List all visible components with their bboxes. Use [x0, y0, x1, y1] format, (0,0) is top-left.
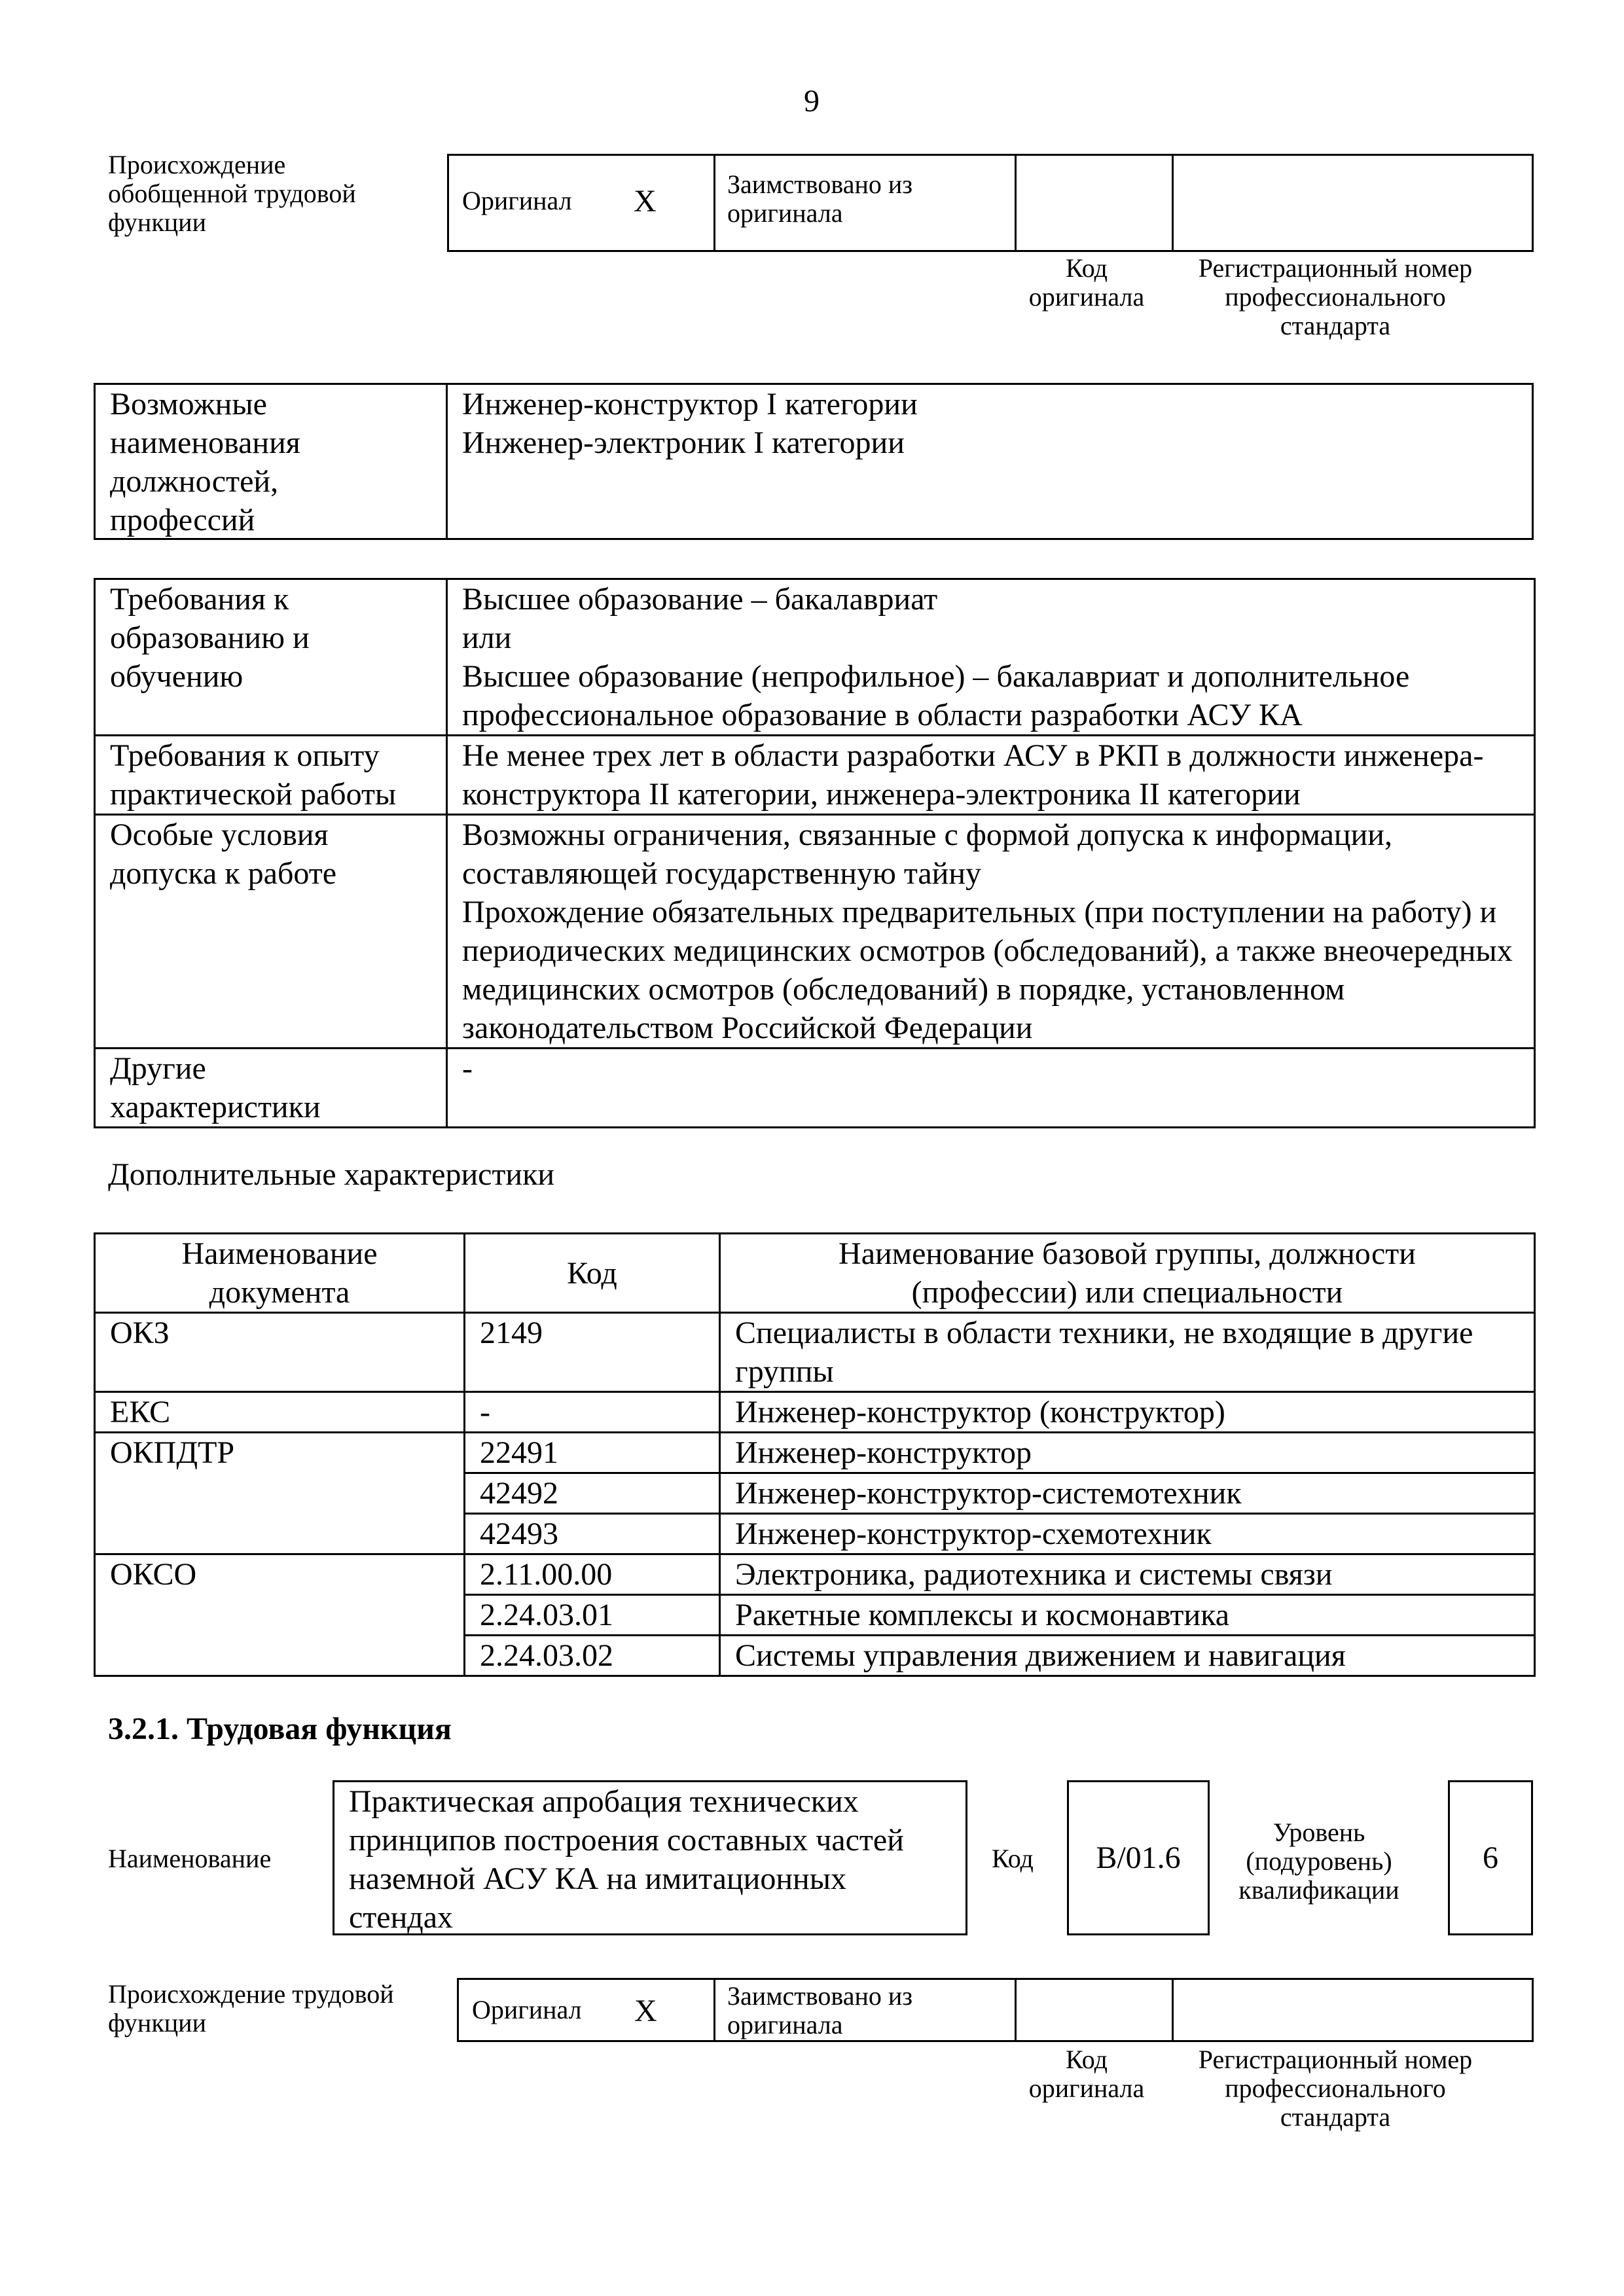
origin-code-caption: Код оригинала — [1028, 2045, 1145, 2103]
origin-reg-caption: Регистрационный номер профессионального стандарта — [1198, 253, 1473, 340]
code-cell: 22491 — [465, 1433, 720, 1473]
doc-cell: ОКЗ — [95, 1313, 465, 1392]
name-cell: Инженер-конструктор-схемотехник — [720, 1514, 1535, 1554]
function-name-label: Наименование — [108, 1844, 272, 1873]
origin-generalized-box — [447, 154, 1534, 252]
name-cell: Ракетные комплексы и космонавтика — [720, 1595, 1535, 1636]
origin-borrowed-cell — [715, 1980, 1017, 2040]
function-code-value: B/01.6 — [1096, 1840, 1181, 1875]
table-header-row — [95, 1234, 1535, 1313]
section-title: 3.2.1. Трудовая функция — [108, 1712, 452, 1746]
additional-table — [94, 1232, 1536, 1677]
table-row — [95, 1554, 1535, 1595]
table-row — [95, 736, 1535, 815]
code-cell: 2.11.00.00 — [465, 1554, 720, 1595]
function-name-box — [333, 1780, 967, 1935]
function-level-box — [1448, 1780, 1533, 1935]
name-cell: Электроника, радиотехника и системы связи — [720, 1554, 1535, 1595]
origin-original-cell — [449, 156, 715, 250]
origin-reg-caption: Регистрационный номер профессионального стандарта — [1198, 2045, 1473, 2132]
positions-table — [94, 383, 1534, 540]
positions-label-cell — [96, 385, 448, 538]
requirement-value: - — [447, 1049, 1535, 1128]
name-cell: Инженер-конструктор-системотехник — [720, 1473, 1535, 1514]
requirement-label: Особые условия допуска к работе — [95, 815, 447, 1049]
page-number: 9 — [804, 84, 820, 118]
code-cell: - — [465, 1392, 720, 1433]
doc-cell: ОКПДТР — [95, 1433, 465, 1554]
origin-original-mark: X — [634, 1994, 657, 2028]
origin-borrowed-label: Заимствовано из оригинала — [727, 170, 913, 228]
name-cell: Инженер-конструктор — [720, 1433, 1535, 1473]
requirement-label: Требования к опыту практической работы — [95, 736, 447, 815]
code-cell: 42492 — [465, 1473, 720, 1514]
name-cell: Инженер-конструктор (конструктор) — [720, 1392, 1535, 1433]
table-row — [95, 579, 1535, 736]
code-cell: 2.24.03.02 — [465, 1636, 720, 1676]
function-code-label: Код — [992, 1844, 1034, 1873]
function-level-label: Уровень (подуровень) квалификации — [1238, 1818, 1399, 1905]
origin-code-caption: Код оригинала — [1028, 253, 1145, 312]
origin-original-cell — [459, 1980, 715, 2040]
requirement-value: Не менее трех лет в области разработки АСУ в РКП в должности инженера-конструктора II категории, инженера-электроника II категории — [447, 736, 1535, 815]
positions-value: Инженер-конструктор I категории Инженер-электроник I категории — [462, 387, 918, 460]
table-row — [95, 815, 1535, 1049]
table-row — [95, 1392, 1535, 1433]
origin-original-label: Оригинал — [462, 186, 572, 215]
table-row — [95, 1433, 1535, 1473]
additional-title: Дополнительные характеристики — [108, 1157, 555, 1192]
code-cell: 2.24.03.01 — [465, 1595, 720, 1636]
requirement-value: Возможны ограничения, связанные с формой допуска к информации, составляющей государственную тайну Прохождение обязательных предварительных (при поступлении на работу) и периодических медицинских осмотров (обследований), а также внеочередных медицинских осмотров (обследований) в порядке, установленном законодательством Российской Федерации — [447, 815, 1535, 1049]
function-code-box — [1067, 1780, 1210, 1935]
column-header: Код — [465, 1234, 720, 1313]
name-cell: Специалисты в области техники, не входящие в другие группы — [720, 1313, 1535, 1392]
table-row — [95, 1049, 1535, 1128]
code-cell: 2149 — [465, 1313, 720, 1392]
origin-reg-cell — [1174, 1980, 1532, 2040]
origin-borrowed-label: Заимствовано из оригинала — [727, 1981, 913, 2039]
table-row — [95, 1313, 1535, 1392]
doc-cell: ОКСО — [95, 1554, 465, 1676]
origin-generalized-label: Происхождение обобщенной трудовой функции — [108, 150, 356, 237]
column-header: Наименование базовой группы, должности (профессии) или специальности — [720, 1234, 1535, 1313]
column-header: Наименование документа — [95, 1234, 465, 1313]
function-name-value: Практическая апробация технических принципов построения составных частей наземной АСУ КА на имитационных стендах — [349, 1784, 904, 1935]
origin-borrowed-cell — [715, 156, 1017, 250]
requirements-table — [94, 578, 1536, 1128]
function-level-value: 6 — [1483, 1840, 1498, 1875]
requirement-label: Требования к образованию и обучению — [95, 579, 447, 736]
origin-function-label: Происхождение трудовой функции — [108, 1979, 394, 2037]
origin-reg-cell — [1174, 156, 1532, 250]
requirement-value: Высшее образование – бакалавриат или Высшее образование (непрофильное) – бакалавриат и дополнительное профессиональное образование в области разработки АСУ КА — [447, 579, 1535, 736]
requirement-label: Другие характеристики — [95, 1049, 447, 1128]
doc-cell: ЕКС — [95, 1392, 465, 1433]
name-cell: Системы управления движением и навигация — [720, 1636, 1535, 1676]
origin-original-mark: X — [634, 184, 657, 219]
origin-original-label: Оригинал — [472, 1995, 582, 2024]
origin-code-cell — [1017, 156, 1174, 250]
origin-function-box — [457, 1978, 1534, 2042]
positions-label: Возможные наименования должностей, профессий — [110, 387, 300, 537]
origin-code-cell — [1017, 1980, 1174, 2040]
code-cell: 42493 — [465, 1514, 720, 1554]
